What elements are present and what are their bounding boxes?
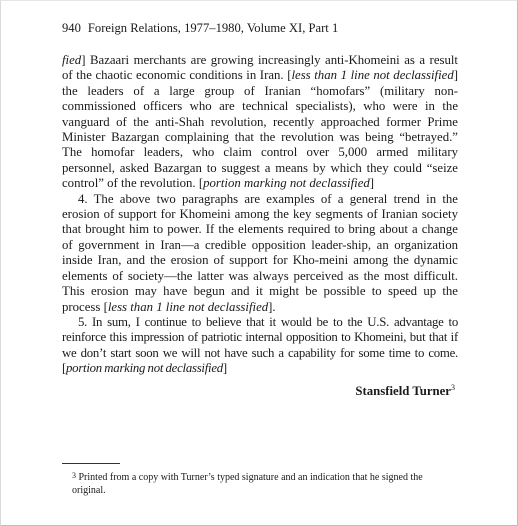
signature — [62, 384, 458, 399]
paragraph-continued — [62, 53, 458, 192]
footnote — [62, 472, 458, 497]
paragraph-text: ] — [222, 361, 227, 376]
continued-word: fied — [62, 53, 82, 67]
footnote-text: Printed from a copy with Turner’s typed signature and an indication that he signed the original. — [72, 472, 423, 496]
declassification-marking: less than 1 line not declassified — [291, 68, 454, 83]
paragraph-text: 5. In sum, I continue to believe that it would be to the U.S. advantage to reinforce this impression of patriotic internal opposition to Khomeini, but that if we don’t start soon we will not have such a capability for some time to come. [ — [62, 314, 458, 376]
footnote-reference: 3 — [451, 382, 455, 392]
declassification-marking: portion marking not declassified — [203, 176, 370, 191]
paragraph-text: ] — [369, 176, 375, 191]
declassification-marking: less than 1 line not declassified — [107, 299, 269, 314]
declassification-marking: portion marking not declassified — [66, 361, 223, 376]
running-head — [62, 21, 338, 36]
paragraph-text: 4. The above two paragraphs are examples of a general trend in the erosion of support for Khomeini among the key segments of Iranian society that brought him to power. If the elements required to bring about a change of government in Iran—a credible opposition leader-ship, an organization inside Iran, and the erosion of support for Kho-meini among the dynamic elements of society—the latter was always perceived as the most difficult. This erosion may have begun and it might be possible to speed up the process [ — [62, 191, 458, 314]
paragraph-4 — [62, 192, 458, 315]
footnote-number: 3 — [72, 471, 76, 480]
signature-name: Stansfield Turner — [355, 383, 451, 398]
paragraph-text: ]. — [268, 299, 276, 314]
volume-title: Foreign Relations, 1977–1980, Volume XI, Part 1 — [87, 21, 339, 35]
paragraph-5 — [62, 315, 458, 377]
paragraph-text: ] the leaders of a large group of Iranian “homofars” (military non-commissioned officers who are technical specialists), who were in the vanguard of the anti-Shah revolution, recently approached former Prime Minister Bazargan complaining that the revolution was being “betrayed.” The homofar leaders, who claim control over 5,000 armed military personnel, asked Bazargan to suggest a means by which they could “seize control” of the revolution. [ — [62, 68, 458, 191]
page-number: 940 — [62, 21, 81, 35]
paragraph-text: ] Bazaari merchants are growing increasingly anti-Khomeini as a result of the chaotic economic conditions in Iran. [ — [62, 53, 458, 83]
document-body — [62, 53, 458, 399]
footnote-divider — [62, 463, 120, 464]
